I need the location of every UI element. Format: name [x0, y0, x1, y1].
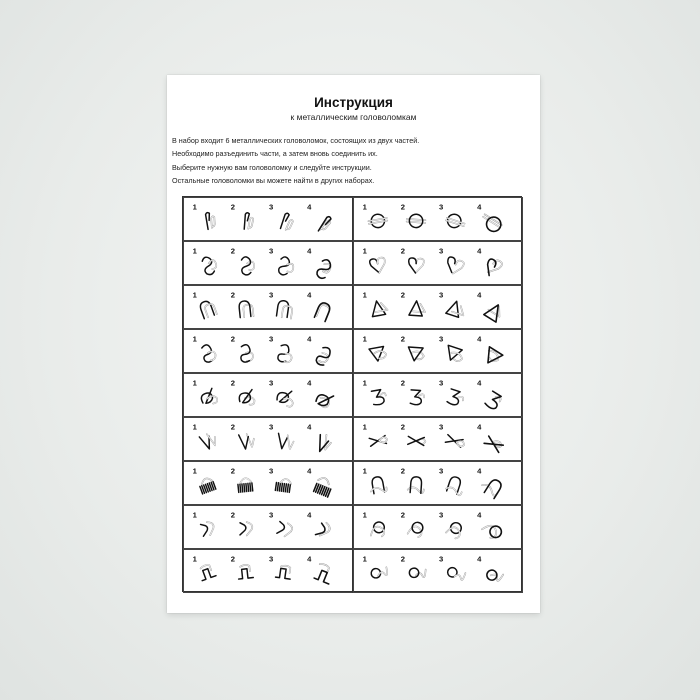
- wire-puzzle-icon: [406, 214, 426, 229]
- wire-puzzle-icon: [481, 520, 504, 541]
- puzzle-steps-illustration: [184, 506, 352, 548]
- puzzle-cell-left: [183, 461, 353, 505]
- wire-puzzle-icon: [200, 343, 217, 363]
- wire-puzzle-icon: [370, 567, 387, 579]
- step-number: 1: [362, 334, 367, 344]
- step-number: 3: [438, 334, 444, 344]
- wire-puzzle-icon: [369, 346, 387, 362]
- puzzle-cell-left: [183, 505, 353, 549]
- wire-puzzle-icon: [239, 300, 254, 317]
- wire-puzzle-icon: [408, 258, 424, 274]
- wire-puzzle-icon: [445, 475, 465, 496]
- wire-puzzle-icon: [407, 522, 423, 538]
- wire-puzzle-icon: [369, 435, 388, 446]
- wire-puzzle-icon: [199, 299, 217, 319]
- step-number: 1: [362, 466, 367, 476]
- step-number: 3: [438, 378, 444, 388]
- wire-puzzle-icon: [445, 212, 467, 230]
- step-number: 2: [400, 246, 406, 256]
- step-number: 2: [400, 378, 406, 388]
- wire-puzzle-icon: [276, 433, 294, 450]
- puzzle-steps-illustration: [354, 506, 522, 548]
- intro-line: Остальные головоломки вы можете найти в других наборах.: [172, 175, 375, 185]
- wire-puzzle-icon: [199, 388, 218, 407]
- puzzle-cell-right: [353, 373, 523, 417]
- wire-puzzle-icon: [479, 475, 503, 499]
- step-number: 4: [307, 510, 312, 520]
- page-title: Инструкция: [314, 95, 393, 110]
- step-number: 2: [230, 290, 236, 300]
- step-number: 1: [362, 290, 367, 300]
- step-number: 3: [268, 290, 274, 300]
- puzzle-steps-illustration: [354, 198, 522, 240]
- wire-puzzle-icon: [198, 563, 216, 581]
- wire-puzzle-icon: [199, 432, 218, 451]
- step-number: 3: [438, 554, 444, 564]
- step-number: 3: [268, 378, 274, 388]
- puzzle-steps-illustration: [354, 462, 522, 504]
- intro-line: В набор входит 6 металлических головоломок, состоящих из двух частей.: [172, 136, 420, 145]
- wire-puzzle-icon: [277, 344, 293, 363]
- puzzle-steps-illustration: [354, 374, 522, 416]
- step-number: 2: [230, 466, 236, 476]
- wire-puzzle-icon: [407, 476, 424, 493]
- step-number: 1: [362, 378, 367, 388]
- step-number: 1: [192, 466, 197, 476]
- step-number: 3: [268, 466, 274, 476]
- puzzle-cell-left: [183, 285, 353, 329]
- step-number: 2: [400, 466, 406, 476]
- puzzle-cell-left: [183, 329, 353, 373]
- wire-puzzle-icon: [203, 211, 218, 229]
- puzzle-steps-illustration: [184, 550, 352, 592]
- step-number: 1: [362, 422, 367, 432]
- wire-puzzle-icon: [276, 389, 294, 407]
- wire-puzzle-icon: [314, 476, 334, 497]
- wire-puzzle-icon: [237, 478, 252, 493]
- puzzle-cell-right: [353, 549, 523, 593]
- instruction-sheet: [167, 75, 540, 613]
- step-number: 2: [230, 378, 236, 388]
- step-number: 1: [192, 378, 197, 388]
- step-number: 3: [268, 422, 274, 432]
- step-number: 2: [400, 290, 406, 300]
- wire-puzzle-icon: [239, 522, 253, 537]
- wire-puzzle-icon: [369, 476, 388, 495]
- puzzle-steps-illustration: [184, 242, 352, 284]
- step-number: 3: [438, 290, 444, 300]
- wire-puzzle-icon: [280, 213, 294, 231]
- step-number: 3: [438, 510, 444, 520]
- puzzle-steps-illustration: [354, 418, 522, 460]
- wire-puzzle-icon: [409, 300, 426, 316]
- step-number: 4: [477, 246, 482, 256]
- wire-puzzle-icon: [444, 345, 465, 363]
- wire-puzzle-icon: [482, 347, 503, 367]
- step-number: 1: [362, 554, 367, 564]
- step-number: 2: [400, 510, 406, 520]
- step-number: 1: [362, 510, 367, 520]
- puzzle-cell-right: [353, 461, 523, 505]
- step-number: 4: [307, 422, 312, 432]
- step-number: 1: [362, 202, 367, 212]
- wire-puzzle-icon: [367, 213, 388, 229]
- wire-puzzle-icon: [239, 433, 255, 449]
- step-number: 4: [477, 334, 482, 344]
- wire-puzzle-icon: [314, 563, 335, 584]
- wire-puzzle-icon: [444, 256, 464, 276]
- step-number: 2: [230, 554, 236, 564]
- step-number: 2: [230, 246, 236, 256]
- step-number: 1: [192, 290, 197, 300]
- step-number: 1: [192, 554, 197, 564]
- wire-puzzle-icon: [277, 521, 293, 537]
- puzzle-cell-left: [183, 241, 353, 285]
- step-number: 2: [400, 202, 406, 212]
- puzzle-steps-illustration: [184, 374, 352, 416]
- wire-puzzle-icon: [446, 299, 467, 318]
- step-number: 4: [307, 290, 312, 300]
- step-number: 4: [477, 202, 482, 212]
- puzzle-cell-left: [183, 549, 353, 593]
- puzzle-cell-left: [183, 197, 353, 241]
- step-number: 3: [438, 202, 444, 212]
- wire-puzzle-icon: [445, 520, 463, 539]
- step-number: 4: [477, 378, 482, 388]
- wire-puzzle-icon: [371, 389, 387, 406]
- step-number: 4: [307, 334, 312, 344]
- page-subtitle: к металлическим головоломкам: [290, 112, 417, 122]
- wire-puzzle-icon: [278, 256, 295, 276]
- wire-puzzle-icon: [484, 435, 504, 452]
- wire-puzzle-icon: [315, 521, 331, 539]
- puzzle-grid: [182, 196, 522, 592]
- wire-puzzle-icon: [369, 521, 386, 538]
- wire-puzzle-icon: [237, 564, 253, 579]
- step-number: 4: [477, 554, 482, 564]
- wire-puzzle-icon: [370, 299, 388, 316]
- wire-puzzle-icon: [238, 389, 254, 405]
- step-number: 3: [438, 422, 444, 432]
- step-number: 3: [268, 246, 274, 256]
- puzzle-cell-right: [353, 329, 523, 373]
- step-number: 3: [268, 202, 274, 212]
- puzzle-cell-right: [353, 197, 523, 241]
- intro-line: Необходимо разъединить части, а затем вновь соединить их.: [172, 149, 378, 159]
- wire-puzzle-icon: [314, 301, 331, 321]
- wire-puzzle-icon: [484, 301, 504, 322]
- puzzle-steps-illustration: [184, 330, 352, 372]
- wire-puzzle-icon: [315, 391, 334, 409]
- puzzle-cell-right: [353, 285, 523, 329]
- step-number: 4: [477, 422, 482, 432]
- wire-puzzle-icon: [408, 436, 426, 445]
- step-number: 3: [268, 510, 274, 520]
- wire-puzzle-icon: [479, 211, 504, 234]
- step-number: 4: [477, 510, 482, 520]
- wire-puzzle-icon: [410, 390, 424, 405]
- step-number: 2: [230, 510, 236, 520]
- step-number: 2: [230, 422, 236, 432]
- wire-puzzle-icon: [484, 391, 502, 410]
- puzzle-steps-illustration: [184, 462, 352, 504]
- step-number: 1: [192, 510, 197, 520]
- wire-puzzle-icon: [275, 478, 291, 493]
- step-number: 4: [307, 246, 312, 256]
- step-number: 1: [362, 246, 367, 256]
- puzzle-steps-illustration: [354, 242, 522, 284]
- wire-puzzle-icon: [243, 212, 255, 229]
- wire-puzzle-icon: [482, 256, 503, 278]
- wire-puzzle-icon: [315, 258, 332, 280]
- puzzle-steps-illustration: [354, 550, 522, 592]
- wire-puzzle-icon: [199, 520, 216, 537]
- wire-puzzle-icon: [201, 255, 219, 276]
- wire-puzzle-icon: [409, 568, 426, 578]
- step-number: 1: [192, 334, 197, 344]
- wire-puzzle-icon: [314, 433, 333, 454]
- wire-puzzle-icon: [276, 565, 292, 580]
- step-number: 2: [400, 334, 406, 344]
- puzzle-cell-right: [353, 241, 523, 285]
- puzzle-steps-illustration: [184, 198, 352, 240]
- step-number: 3: [438, 246, 444, 256]
- intro-line: Выберите нужную вам головоломку и следуйте инструкции.: [172, 162, 372, 172]
- wire-puzzle-icon: [240, 256, 255, 275]
- step-number: 1: [192, 246, 197, 256]
- wire-puzzle-icon: [240, 344, 254, 362]
- step-number: 4: [477, 466, 482, 476]
- step-number: 2: [230, 202, 236, 212]
- step-number: 2: [230, 334, 236, 344]
- puzzle-steps-illustration: [354, 286, 522, 328]
- wire-puzzle-icon: [369, 257, 386, 274]
- step-number: 4: [307, 202, 312, 212]
- wire-puzzle-icon: [446, 566, 465, 580]
- puzzle-steps-illustration: [184, 286, 352, 328]
- step-number: 4: [307, 466, 312, 476]
- wire-puzzle-icon: [198, 477, 216, 494]
- wire-puzzle-icon: [447, 389, 465, 407]
- step-number: 4: [477, 290, 482, 300]
- puzzle-cell-right: [353, 417, 523, 461]
- wire-puzzle-icon: [318, 215, 332, 234]
- wire-puzzle-icon: [276, 300, 293, 319]
- wire-puzzle-icon: [407, 347, 424, 361]
- puzzle-steps-illustration: [184, 418, 352, 460]
- puzzle-cell-left: [183, 417, 353, 461]
- step-number: 3: [438, 466, 444, 476]
- step-number: 1: [192, 422, 197, 432]
- step-number: 3: [268, 334, 274, 344]
- step-number: 2: [400, 554, 406, 564]
- puzzle-steps-illustration: [354, 330, 522, 372]
- step-number: 2: [400, 422, 406, 432]
- wire-puzzle-icon: [445, 435, 465, 448]
- step-number: 4: [307, 378, 312, 388]
- step-number: 1: [192, 202, 197, 212]
- step-number: 3: [268, 554, 274, 564]
- step-number: 4: [307, 554, 312, 564]
- wire-puzzle-icon: [315, 346, 332, 367]
- wire-puzzle-icon: [485, 567, 503, 584]
- intro-text: [172, 134, 537, 187]
- puzzle-cell-left: [183, 373, 353, 417]
- puzzle-cell-right: [353, 505, 523, 549]
